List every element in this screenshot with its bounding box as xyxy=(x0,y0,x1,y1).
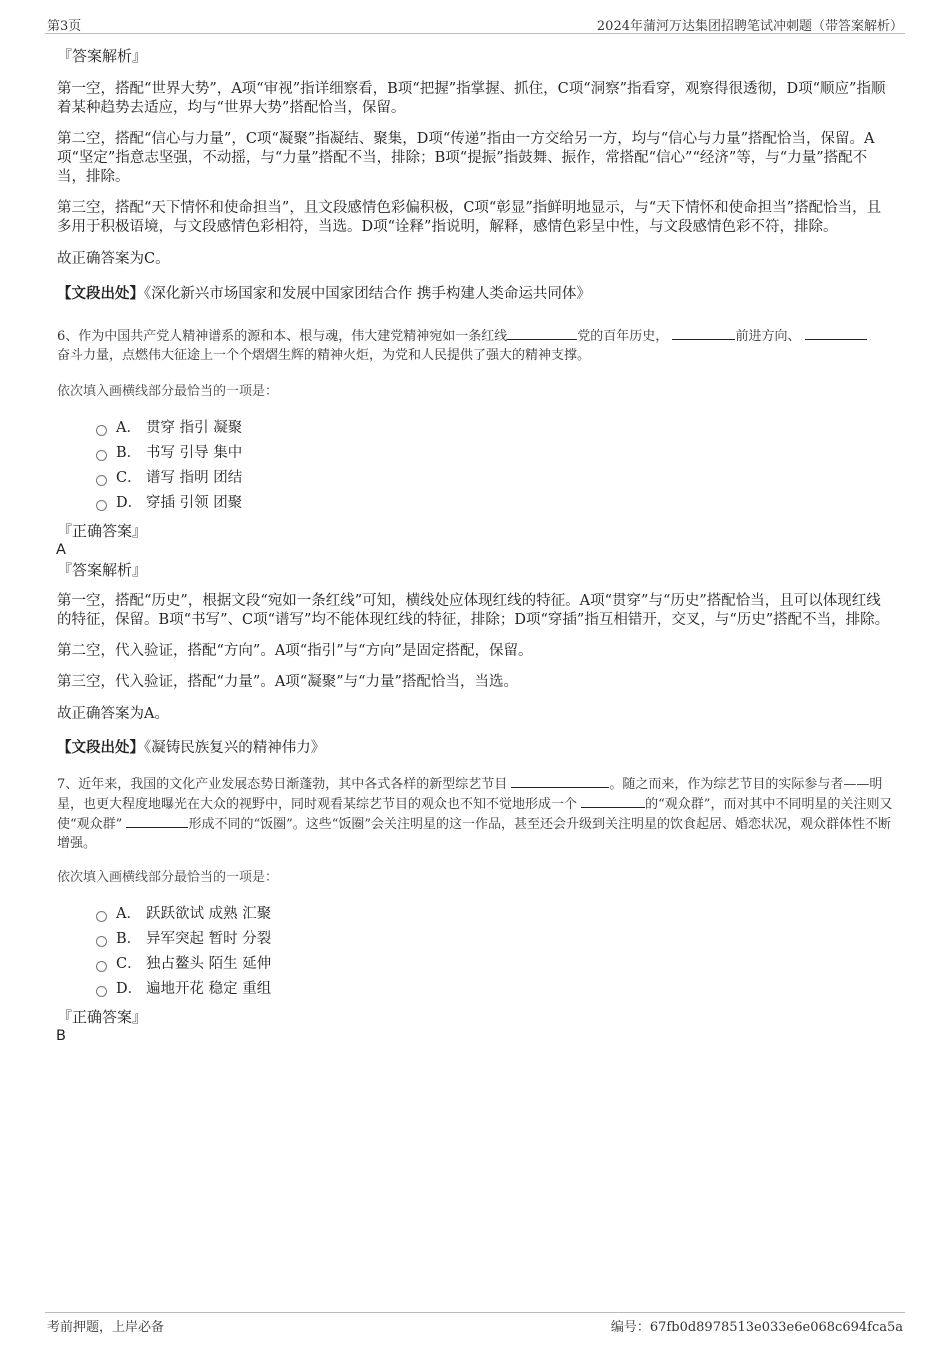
q6-answer: A xyxy=(56,542,66,558)
q6-analysis-tag: 『答案解析』 xyxy=(57,561,148,579)
footer-code: 编号：67fb0d8978513e033e6e068c694fca5a xyxy=(610,1320,903,1335)
page-number: 第3页 xyxy=(47,19,82,34)
q5-analysis-p1: 第一空，搭配“世界大势”，A项“审视”指详细察看，B项“把握”指掌握、抓住，C项“洞察”指看穿，观察得很透彻，D项“顺应”指顺着某种趋势去适应，均与“世界大势”搭配恰当，保留。 xyxy=(57,81,886,116)
q6-blank-2 xyxy=(672,326,735,340)
q6-analysis-p2: 第二空，代入验证，搭配“方向”。A项“指引”与“方向”是固定搭配，保留。 xyxy=(57,643,533,659)
option-letter: B． xyxy=(116,931,142,947)
q6-instruction: 依次填入画横线部分最恰当的一项是： xyxy=(57,384,279,399)
option-text: 穿插 引领 团聚 xyxy=(146,495,243,511)
q5-source-title: 《深化新兴市场国家和发展中国家团结合作 携手构建人类命运共同体》 xyxy=(144,286,591,302)
q6-option-c[interactable] xyxy=(96,466,893,491)
q6-analysis-p1: 第一空，搭配“历史”，根据文段“宛如一条红线”可知，横线处应体现红线的特征。A项“贯穿”与“历史”搭配恰当，且可以体现红线的特征，保留。B项“书写”、C项“谱写”均不能体现红线的特征，排除；D项“穿插”指互相错开，交叉，与“历史”搭配不当，排除。 xyxy=(57,593,890,628)
q6-stem-part-b: 党的百年历史， xyxy=(577,329,669,344)
q7-stem-part-d: 形成不同的“饭圈”。这些“饭圈”会关注明星的这一作品，甚至还会升级到关注明星的饮食起居、婚恋状况，观众群体性不断增强。 xyxy=(57,817,892,851)
option-letter: D． xyxy=(116,495,143,511)
radio-icon[interactable] xyxy=(96,425,107,436)
q6-conclusion: 故正确答案为A。 xyxy=(57,706,169,722)
q6-stem-part-d: 奋斗力量，点燃伟大征途上一个个熠熠生辉的精神火炬，为党和人民提供了强大的精神支撑。 xyxy=(57,348,591,363)
radio-icon[interactable] xyxy=(96,475,107,486)
q7-blank-3 xyxy=(126,814,188,828)
document-title: 2024年蒲河万达集团招聘笔试冲刺题（带答案解析） xyxy=(596,19,903,34)
q6-options xyxy=(57,416,893,516)
q5-analysis-p3: 第三空，搭配“天下情怀和使命担当”，且文段感情色彩偏积极，C项“彰显”指鲜明地显示，与“天下情怀和使命担当”搭配恰当，且多用于积极语境，与文段感情色彩相符，当选。D项“诠释”指说明，解释，感情色彩呈中性，与文段感情色彩不符，排除。 xyxy=(57,200,882,235)
page-footer xyxy=(45,1312,905,1334)
page-content xyxy=(57,47,893,1046)
q6-option-b[interactable] xyxy=(96,441,893,466)
option-text: 贯穿 指引 凝聚 xyxy=(146,420,243,436)
q7-answer: B xyxy=(56,1028,66,1044)
q7-stem-part-b: 。随之而来，作为综艺节目的实际参与者——明星，也更大程度地曝光在大众的视野中，同时观看某综艺节目的观众也不知不觉地形成一个 xyxy=(57,777,883,812)
option-letter: B． xyxy=(116,445,142,461)
option-letter: C． xyxy=(116,470,142,486)
q6-answer-tag: 『正确答案』 xyxy=(57,522,148,540)
option-text: 谱写 指明 团结 xyxy=(146,470,243,486)
radio-icon[interactable] xyxy=(96,911,107,922)
q5-source xyxy=(57,284,893,304)
option-text: 书写 引导 集中 xyxy=(146,445,243,461)
q7-option-b[interactable] xyxy=(96,927,893,952)
option-text: 独占鳌头 陌生 延伸 xyxy=(146,956,272,972)
q6-option-a[interactable] xyxy=(96,416,893,441)
q7-instruction: 依次填入画横线部分最恰当的一项是： xyxy=(57,870,279,885)
q6-analysis-p3: 第三空，代入验证，搭配“力量”。A项“凝聚”与“力量”搭配恰当，当选。 xyxy=(57,674,518,690)
page-header xyxy=(45,12,905,34)
radio-icon[interactable] xyxy=(96,500,107,511)
radio-icon[interactable] xyxy=(96,450,107,461)
q7-stem xyxy=(57,774,893,853)
q7-stem-part-c: 的“观众群”，而对其中不同明星的关注则又使“观众群” xyxy=(57,797,893,832)
option-text: 跃跃欲试 成熟 汇聚 xyxy=(146,906,272,922)
q7-answer-tag: 『正确答案』 xyxy=(57,1008,148,1026)
option-letter: C． xyxy=(116,956,142,972)
q6-source-bracket: 【文段出处】 xyxy=(57,739,144,756)
q7-blank-2 xyxy=(581,794,645,808)
q6-source xyxy=(57,738,893,758)
q7-stem-part-a: 7、近年来，我国的文化产业发展态势日渐蓬勃，其中各式各样的新型综艺节目 xyxy=(57,777,508,792)
q6-stem-part-a: 6、作为中国共产党人精神谱系的源和本、根与魂，伟大建党精神宛如一条红线 xyxy=(57,329,508,344)
option-letter: D． xyxy=(116,981,143,997)
q6-stem xyxy=(57,326,893,365)
radio-icon[interactable] xyxy=(96,961,107,972)
option-text: 异军突起 暂时 分裂 xyxy=(146,931,272,947)
q6-stem-part-c: 前进方向、 xyxy=(735,329,801,344)
q5-analysis-p2: 第二空，搭配“信心与力量”，C项“凝聚”指凝结、聚集，D项“传递”指由一方交给另一方，均与“信心与力量”搭配恰当，保留。A项“坚定”指意志坚强，不动摇，与“力量”搭配不当，排除；B项“提振”指鼓舞、振作，常搭配“信心”“经济”等，与“力量”搭配不当，排除。 xyxy=(57,131,875,185)
q5-analysis-tag: 『答案解析』 xyxy=(57,47,148,65)
q7-option-a[interactable] xyxy=(96,902,893,927)
option-letter: A． xyxy=(116,906,141,922)
q7-option-c[interactable] xyxy=(96,952,893,977)
q6-source-title: 《凝铸民族复兴的精神伟力》 xyxy=(144,740,326,756)
q5-conclusion: 故正确答案为C。 xyxy=(57,251,170,267)
radio-icon[interactable] xyxy=(96,986,107,997)
q7-blank-1 xyxy=(511,774,609,788)
q7-options xyxy=(57,902,893,1002)
footer-slogan: 考前押题，上岸必备 xyxy=(47,1320,165,1335)
q6-blank-1 xyxy=(507,326,577,340)
radio-icon[interactable] xyxy=(96,936,107,947)
option-letter: A． xyxy=(116,420,141,436)
option-text: 遍地开花 稳定 重组 xyxy=(146,981,272,997)
q6-blank-3 xyxy=(805,326,867,340)
q6-option-d[interactable] xyxy=(96,491,893,516)
q5-source-bracket: 【文段出处】 xyxy=(57,285,144,302)
q7-option-d[interactable] xyxy=(96,977,893,1002)
